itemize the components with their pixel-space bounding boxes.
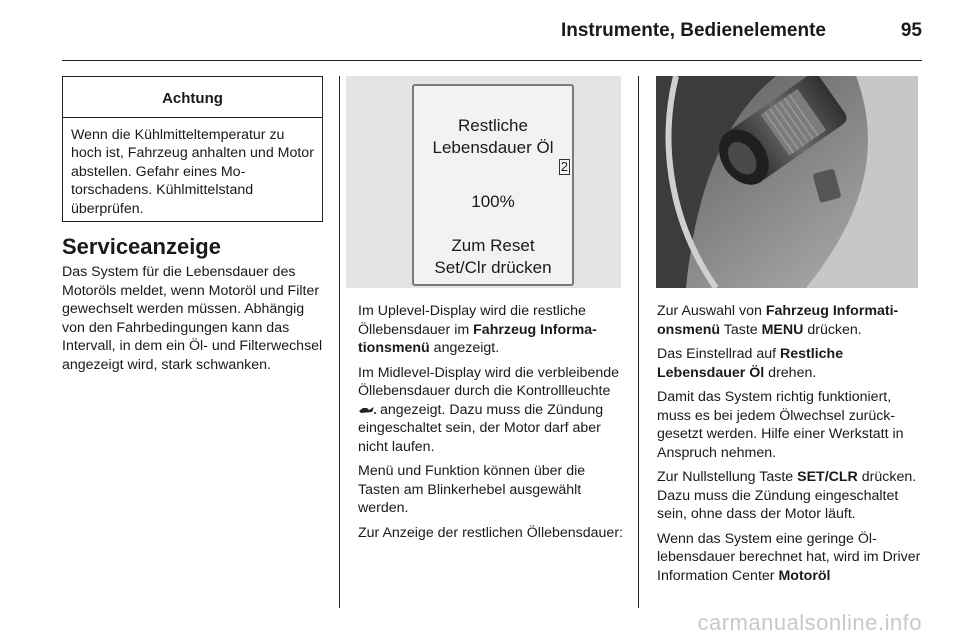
- page-number: 95: [900, 20, 922, 41]
- page-title: Instrumente, Bedienelemente: [560, 20, 826, 41]
- paragraph: Zur Nullstellung Taste SET/CLR drücken. Dazu muss die Zündung eingeschaltet sein, ohne dass der Motor läuft.: [657, 469, 917, 522]
- section-intro: [62, 263, 328, 374]
- paragraph: Zur Auswahl von Fahrzeug Informationsmenü Taste MENU drücken.: [657, 303, 899, 338]
- middle-text: [358, 302, 624, 548]
- paragraph: Menü und Funktion können über die Tasten am Blinkerhebel ausgewählt werden.: [358, 463, 586, 516]
- paragraph: Im Uplevel-Display wird die restliche Öllebensdauer im Fahrzeug Informationsmenü angezeigt.: [358, 303, 597, 356]
- column-divider: [638, 76, 639, 608]
- paragraph: Wenn das System eine geringe Öllebensdauer berechnet hat, wird im Driver Information Center Motoröl: [657, 530, 921, 584]
- page-header: [62, 14, 922, 61]
- display-line: Set/Clr drücken: [434, 258, 552, 277]
- lever-photo-drawing: [656, 76, 918, 288]
- page-indicator-badge: 2: [560, 159, 568, 174]
- column-divider: [339, 76, 340, 608]
- warning-box: [62, 76, 323, 222]
- oil-life-percent: 100%: [471, 192, 515, 211]
- watermark: carmanualsonline.info: [697, 610, 922, 635]
- display-line: Zum Reset: [451, 236, 535, 255]
- oil-life-display-image: [346, 76, 621, 288]
- display-line: Restliche: [458, 116, 528, 135]
- warning-title: Achtung: [63, 77, 322, 118]
- warning-text: Wenn die Kühlmitteltemperatur zu hoch ist, Fahrzeug anhalten und Motor abstellen. Gefahr eines Motorschadens. Kühlmittelstand überprüfen.: [71, 127, 314, 217]
- display-screen: [412, 84, 574, 286]
- turn-signal-lever-photo: [656, 76, 918, 288]
- oil-can-icon: [358, 405, 376, 415]
- intro-paragraph: Das System für die Lebensdauer des Motoröls meldet, wenn Motoröl und Filter gewechselt werden müssen. Abhängig von den Fahrbedingungen kann das Intervall, in dem ein Öl- und Filterwechsel angezeigt wird, stark schwanken.: [62, 264, 323, 373]
- paragraph: Damit das System richtig funktioniert, muss es bei jedem Ölwechsel zurückgesetzt werden. Hilfe einer Werkstatt in Anspruch nehmen.: [657, 389, 904, 461]
- display-line: Lebensdauer Öl: [432, 138, 554, 157]
- section-heading: Serviceanzeige: [62, 234, 221, 259]
- paragraph: Zur Anzeige der restlichen Öllebensdauer:: [358, 524, 623, 541]
- right-text: [657, 302, 923, 591]
- paragraph: Im Midlevel-Display wird die verbleibende Öllebensdauer durch die Kontrollleuchte angezeigt. Dazu muss die Zündung eingeschaltet sein, der Motor darf aber nicht laufen.: [358, 364, 620, 455]
- paragraph: Das Einstellrad auf Restliche Lebensdauer Öl drehen.: [657, 346, 844, 381]
